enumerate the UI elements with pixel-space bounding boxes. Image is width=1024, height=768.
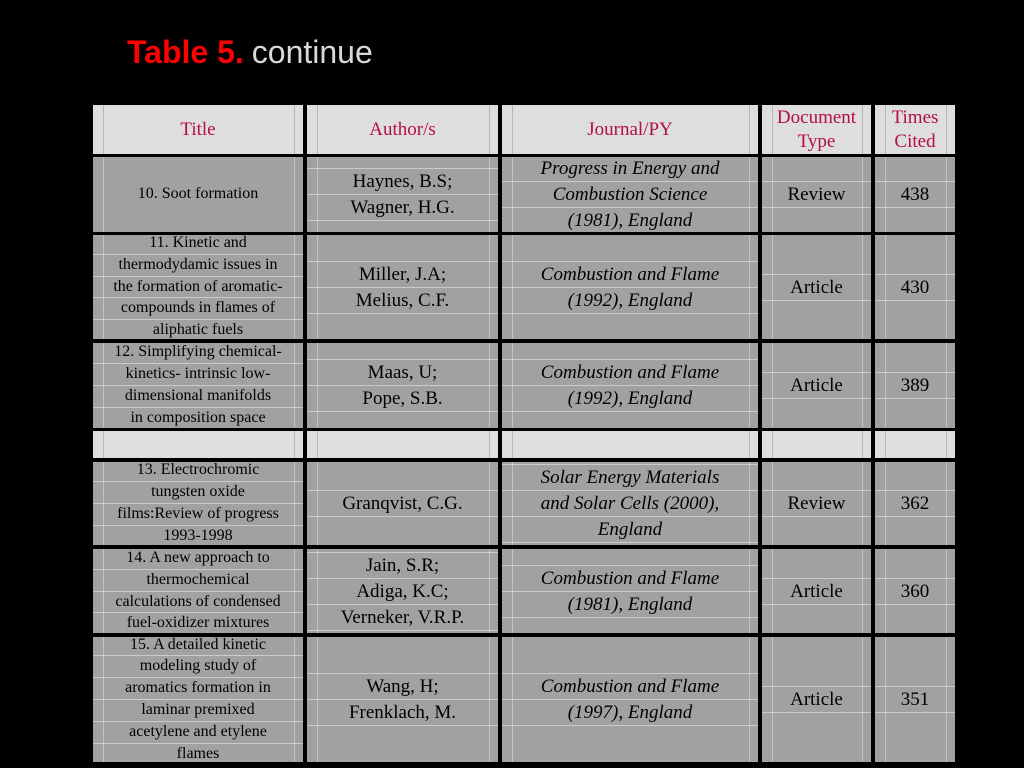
spacer-row-cell <box>875 431 955 458</box>
header-label: Author/s <box>369 118 436 140</box>
spacer-row-cell <box>307 431 498 458</box>
journal-line: (1981), England <box>502 207 758 232</box>
table-cell-document-type <box>762 549 871 633</box>
times-cited-value: 362 <box>875 490 955 517</box>
journal-line: Combustion and Flame <box>502 261 758 287</box>
table-cell-title <box>93 637 303 762</box>
authors-line: Haynes, B.S; <box>307 168 498 194</box>
header-label: Times <box>891 106 939 128</box>
authors-line: Adiga, K.C; <box>307 578 498 604</box>
title-line: 1993-1998 <box>163 526 233 544</box>
table-cell-journal <box>502 549 758 633</box>
table-cell-document-type <box>762 235 871 339</box>
table-cell-journal <box>502 637 758 762</box>
table-cell-times-cited <box>875 549 955 633</box>
table-cell-document-type <box>762 462 871 545</box>
title-line: kinetics- intrinsic low- <box>93 364 303 386</box>
document-type-value: Article <box>762 274 871 301</box>
table-cell-authors <box>307 343 498 428</box>
header-times-cited <box>875 105 955 154</box>
title-line: aliphatic fuels <box>152 321 244 339</box>
title-line: films:Review of progress <box>93 504 303 526</box>
table-cell-authors <box>307 235 498 339</box>
table-cell-times-cited <box>875 343 955 428</box>
title-line: 13. Electrochromic <box>93 462 303 482</box>
times-cited-value: 430 <box>875 274 955 301</box>
times-cited-value: 389 <box>875 372 955 399</box>
title-line: 10. Soot formation <box>137 185 259 203</box>
table-cell-times-cited <box>875 637 955 762</box>
journal-line: (1997), England <box>502 699 758 726</box>
table-cell-authors <box>307 549 498 633</box>
authors-line: Pope, S.B. <box>307 385 498 412</box>
authors-line: Jain, S.R; <box>307 552 498 578</box>
journal-line: (1981), England <box>502 591 758 618</box>
table-cell-journal <box>502 343 758 428</box>
header-label: Cited <box>894 130 936 152</box>
times-cited-value: 351 <box>875 686 955 713</box>
header-label: Journal/PY <box>587 118 673 140</box>
table-cell-journal <box>502 235 758 339</box>
journal-line: (1992), England <box>502 287 758 314</box>
journal-line: and Solar Cells (2000), <box>502 490 758 516</box>
authors-line: Verneker, V.R.P. <box>307 604 498 631</box>
journal-line: Combustion and Flame <box>502 565 758 591</box>
authors-line: Frenklach, M. <box>307 699 498 726</box>
table-cell-times-cited <box>875 462 955 545</box>
times-cited-value: 360 <box>875 578 955 605</box>
header-journal <box>502 105 758 154</box>
header-label: Type <box>797 130 836 152</box>
document-type-value: Review <box>762 181 871 208</box>
journal-line: England <box>502 516 758 543</box>
header-label: Title <box>180 118 216 140</box>
title-line: modeling study of <box>93 656 303 678</box>
header-label: Document <box>776 106 857 128</box>
title-line: acetylene and etylene <box>93 722 303 744</box>
table-cell-title <box>93 235 303 339</box>
title-line: fuel-oxidizer mixtures <box>126 614 270 632</box>
authors-line: Melius, C.F. <box>307 287 498 314</box>
title-line: in composition space <box>130 408 266 426</box>
journal-line: Solar Energy Materials <box>502 464 758 490</box>
authors-line: Granqvist, C.G. <box>307 490 498 517</box>
title-line: 14. A new approach to <box>93 549 303 570</box>
spacer-row-cell <box>762 431 871 458</box>
title-line: 15. A detailed kinetic <box>93 637 303 656</box>
title-line: 11. Kinetic and <box>93 235 303 255</box>
table-cell-journal <box>502 157 758 232</box>
journal-line: Progress in Energy and <box>502 157 758 181</box>
title-line: thermochemical <box>93 570 303 592</box>
title-line: calculations of condensed <box>93 592 303 614</box>
table-cell-title <box>93 549 303 633</box>
title-line: laminar premixed <box>93 700 303 722</box>
table-cell-document-type <box>762 157 871 232</box>
header-authors <box>307 105 498 154</box>
document-type-value: Article <box>762 372 871 399</box>
table-cell-authors <box>307 157 498 232</box>
authors-line: Wang, H; <box>307 673 498 699</box>
title-line: flames <box>176 744 220 762</box>
table-cell-journal <box>502 462 758 545</box>
title-line: aromatics formation in <box>93 678 303 700</box>
journal-line: Combustion and Flame <box>502 673 758 699</box>
table-cell-title <box>93 157 303 232</box>
journal-line: Combustion Science <box>502 181 758 207</box>
table-cell-authors <box>307 637 498 762</box>
document-type-value: Article <box>762 686 871 713</box>
slide-title-continue: continue <box>251 34 373 70</box>
table-cell-times-cited <box>875 157 955 232</box>
title-line: thermodydamic issues in <box>93 255 303 277</box>
title-line: the formation of aromatic- <box>93 277 303 299</box>
journal-line: (1992), England <box>502 385 758 412</box>
header-document-type <box>762 105 871 154</box>
table-cell-title <box>93 343 303 428</box>
authors-line: Miller, J.A; <box>307 261 498 287</box>
title-line: 12. Simplifying chemical- <box>93 343 303 364</box>
slide-title-table-number: Table 5. <box>127 34 244 70</box>
authors-line: Maas, U; <box>307 359 498 385</box>
table-cell-times-cited <box>875 235 955 339</box>
table-cell-authors <box>307 462 498 545</box>
spacer-row-cell <box>93 431 303 458</box>
table-cell-document-type <box>762 343 871 428</box>
authors-line: Wagner, H.G. <box>307 194 498 221</box>
title-line: compounds in flames of <box>93 298 303 320</box>
title-line: dimensional manifolds <box>93 386 303 408</box>
journal-line: Combustion and Flame <box>502 359 758 385</box>
document-type-value: Article <box>762 578 871 605</box>
times-cited-value: 438 <box>875 181 955 208</box>
title-line: tungsten oxide <box>93 482 303 504</box>
header-title <box>93 105 303 154</box>
spacer-row-cell <box>502 431 758 458</box>
document-type-value: Review <box>762 490 871 517</box>
table-cell-title <box>93 462 303 545</box>
table-cell-document-type <box>762 637 871 762</box>
